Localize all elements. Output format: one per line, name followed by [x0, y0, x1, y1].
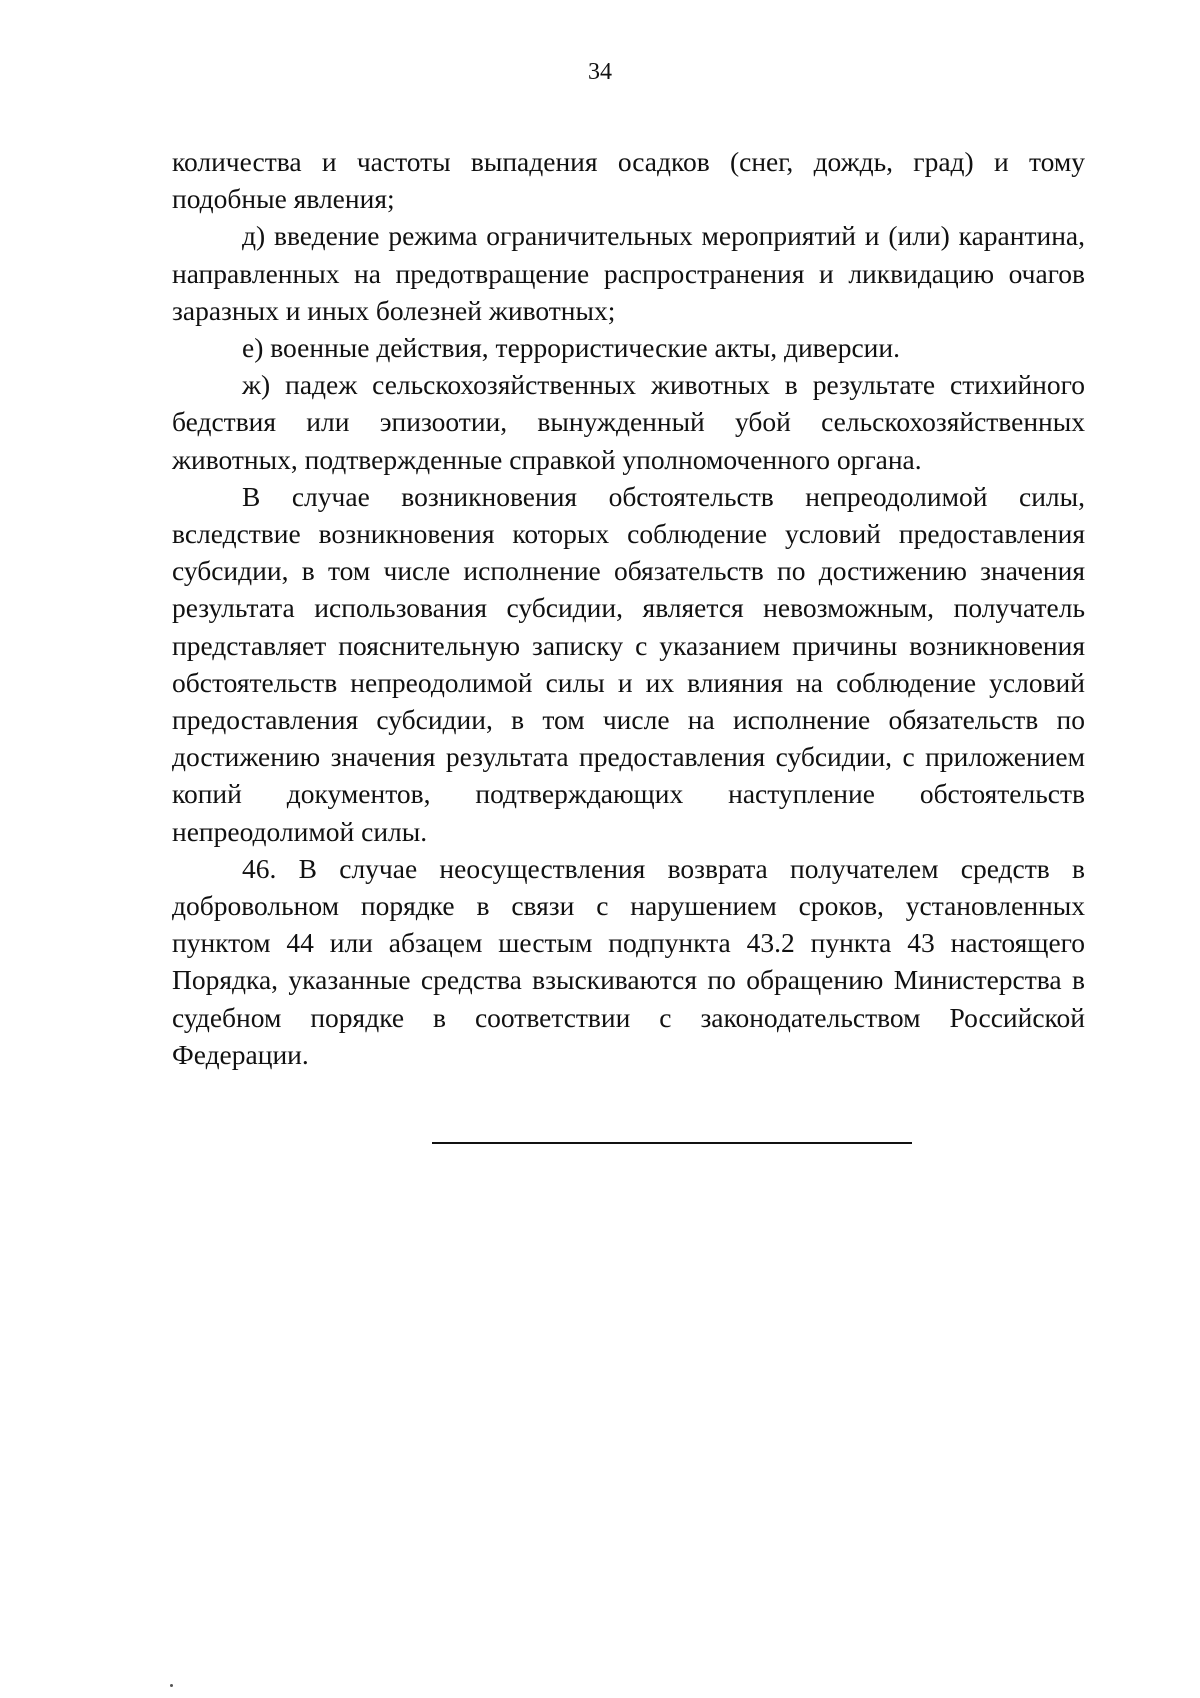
scan-speck — [170, 1684, 173, 1687]
paragraph-46-recovery: 46. В случае неосуществления возврата получателем средств в добровольном порядке в связи с нарушением сроков, установленных пунктом 44 или абзацем шестым подпункта 43.2 пункта 43 настоящего Порядка, указанные средства взыскиваются по обращению Министерства в судебном порядке в соответствии с законодательством Российской Федерации. — [172, 852, 1085, 1070]
end-separator-line — [432, 1142, 912, 1144]
paragraph-precipitation: количества и частоты выпадения осадков (снег, дождь, град) и тому подобные явления; — [172, 146, 1085, 215]
paragraph-item-e-military-actions: е) военные действия, террористические акты, диверсии. — [242, 332, 900, 364]
paragraph-item-zh-livestock-loss: ж) падеж сельскохозяйственных животных в результате стихийного бедствия или эпизоотии, вынужденный убой сельскохозяйственных животных, подтвержденные справкой уполномоченного органа. — [172, 369, 1085, 475]
document-body — [172, 143, 1085, 1073]
page-number: 34 — [588, 59, 612, 85]
paragraph-force-majeure: В случае возникновения обстоятельств непреодолимой силы, вследствие возникновения которых соблюдение условий предоставления субсидии, в том числе исполнение обязательств по достижению значения результата использования субсидии, является невозможным, получатель представляет пояснительную записку с указанием причины возникновения обстоятельств непреодолимой силы и их влияния на соблюдение условий предоставления субсидии, в том числе на исполнение обязательств по достижению значения результата предоставления субсидии, с приложением копий документов, подтверждающих наступление обстоятельств непреодолимой силы. — [172, 480, 1085, 847]
paragraph-item-d-quarantine: д) введение режима ограничительных мероприятий и (или) карантина, направленных на предотвращение распространения и ликвидацию очагов заразных и иных болезней животных; — [172, 220, 1085, 326]
